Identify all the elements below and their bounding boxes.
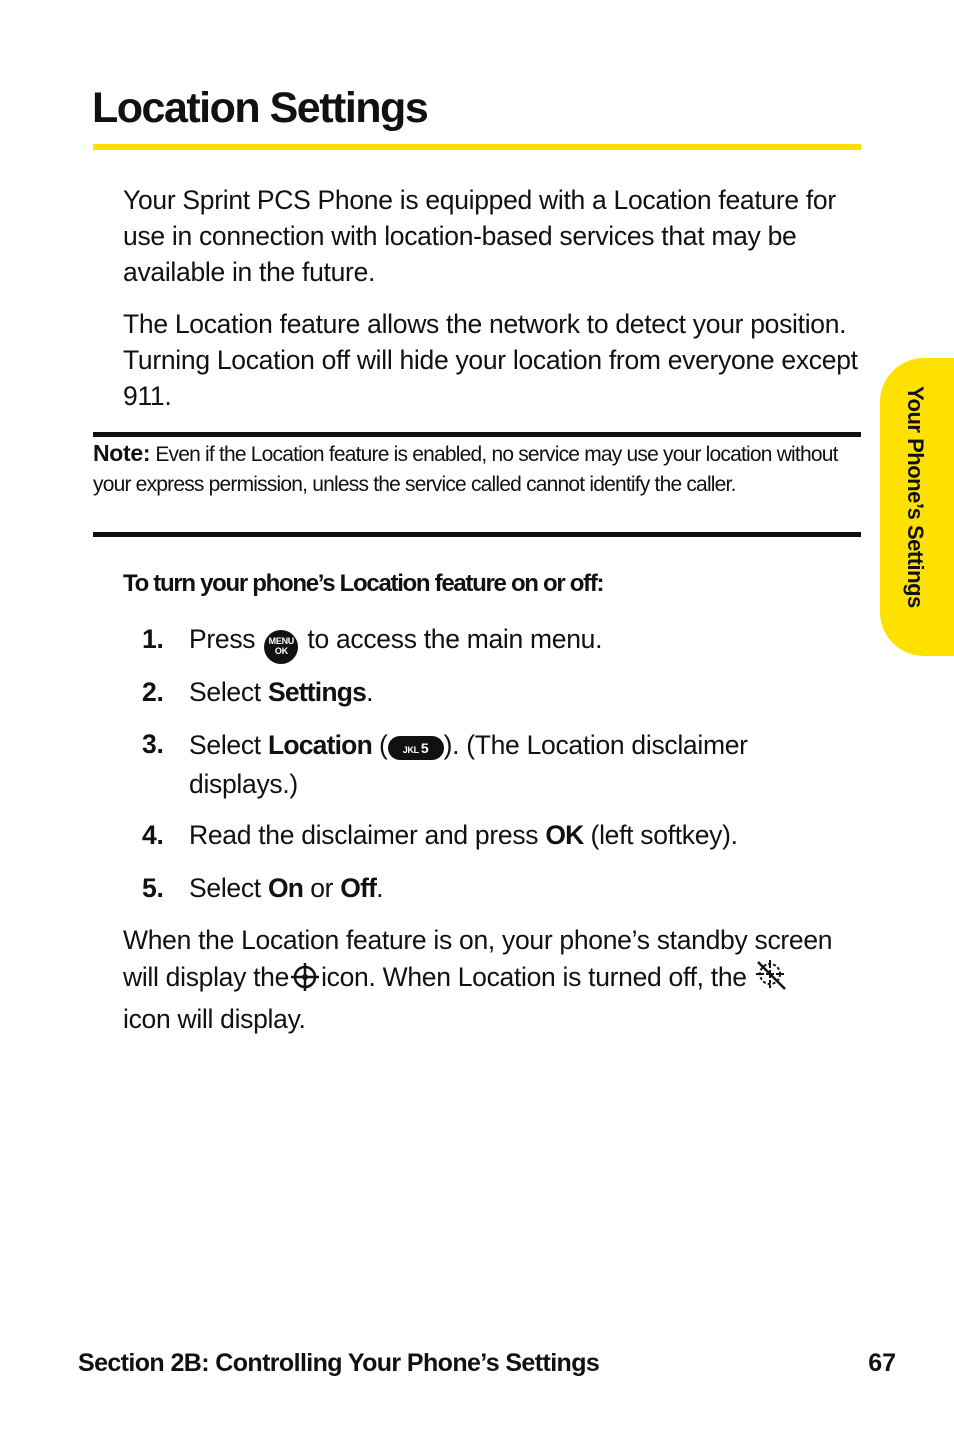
step-number: 2. <box>142 677 164 707</box>
step-text: Read the disclaimer and press OK (left softkey). <box>189 820 738 850</box>
ok-softkey-label: OK <box>545 820 584 850</box>
step-number: 5. <box>142 873 164 903</box>
location-off-crosshair-icon <box>754 958 788 1001</box>
step-text: Select Location ( JKL 5 ). (The Location disclaimer displays.) <box>189 730 748 799</box>
location-crosshair-icon <box>289 962 321 1001</box>
step-number: 1. <box>142 624 164 654</box>
on-option-label: On <box>267 873 304 903</box>
page-number: 67 <box>868 1349 896 1377</box>
menu-ok-key-icon: MENU OK <box>264 630 298 664</box>
page-title: Location Settings <box>92 84 428 132</box>
note-block <box>93 438 853 500</box>
intro-paragraph: Your Sprint PCS Phone is equipped with a Location feature for use in connection with location-based services that may be available in the future. <box>123 185 836 287</box>
note-top-rule <box>93 432 861 437</box>
jkl5-key-icon: JKL 5 <box>388 736 444 760</box>
step-text: Select Settings. <box>189 677 374 707</box>
closing-paragraph: When the Location feature is on, your phone’s standby screen will display the icon. When Location is turned off, the icon will display. <box>123 925 833 1034</box>
step-text: Select On or Off. <box>189 873 384 903</box>
settings-menu-label: Settings <box>267 677 367 707</box>
location-menu-label: Location <box>267 730 372 760</box>
note-label: Note: <box>93 440 151 466</box>
step-text: Press MENU OK to access the main menu. <box>189 621 849 664</box>
title-underline <box>93 144 861 150</box>
location-description-paragraph: The Location feature allows the network to detect your position. Turning Location off will hide your location from everyone except 911. <box>123 309 858 411</box>
step-number: 4. <box>142 820 164 850</box>
footer-section-title: Section 2B: Controlling Your Phone’s Settings <box>78 1349 600 1377</box>
note-text: Even if the Location feature is enabled, no service may use your location without your express permission, unless the service called cannot identify the caller. <box>93 443 838 496</box>
off-option-label: Off <box>340 873 377 903</box>
steps-heading: To turn your phone’s Location feature on or off: <box>123 570 604 597</box>
step-number: 3. <box>142 729 164 759</box>
note-bottom-rule <box>93 532 861 537</box>
side-tab-label: Your Phone’s Settings <box>903 386 928 608</box>
section-side-tab <box>880 358 954 656</box>
